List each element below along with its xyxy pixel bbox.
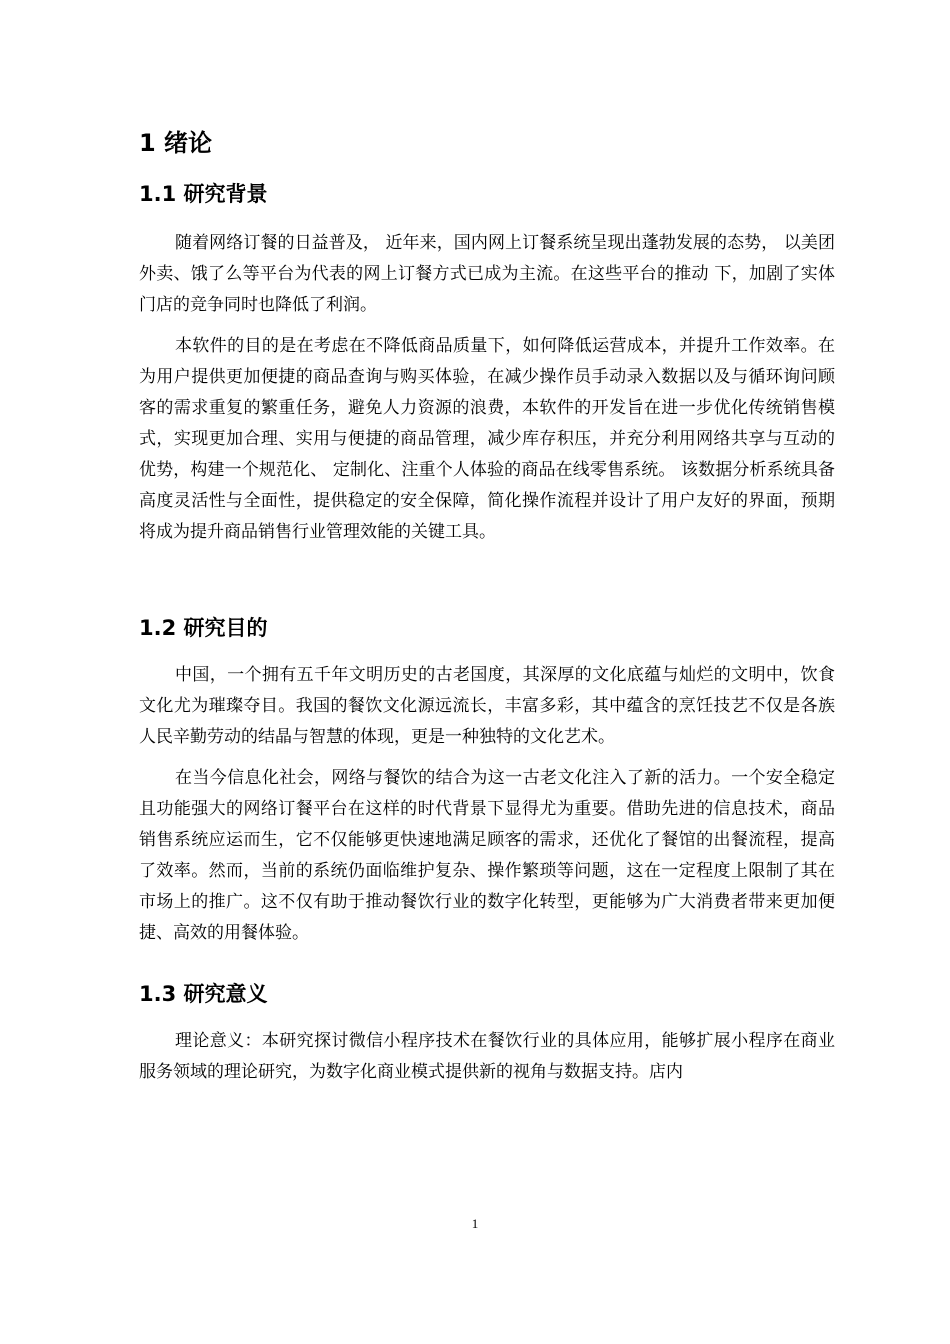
paragraph-purpose-2: 在当今信息化社会，网络与餐饮的结合为这一古老文化注入了新的活力。一个安全稳定且功能强大的网络订餐平台在这样的时代背景下显得尤为重要。借助先进的信息技术，商品销售系统应运而生，它不仅能够更快速地满足顾客的需求，还优化了餐馆的出餐流程，提高了效率。然而，当前的系统仍面临维护复杂、操作繁琐等问题，这在一定程度上限制了其在市场上的推广。这不仅有助于推动餐饮行业的数字化转型，更能够为广大消费者带来更加便捷、高效的用餐体验。: [139, 768, 835, 943]
paragraph-significance-1: 理论意义：本研究探讨微信小程序技术在餐饮行业的具体应用，能够扩展小程序在商业服务领域的理论研究，为数字化商业模式提供新的视角与数据支持。店内: [139, 1031, 835, 1082]
page-number: 1: [471, 1216, 479, 1231]
chapter-title: 1 绪论: [139, 129, 213, 157]
section-heading-significance: 1.3 研究意义: [139, 982, 268, 1006]
paragraph-purpose-1: 中国，一个拥有五千年文明历史的古老国度，其深厚的文化底蕴与灿烂的文明中，饮食文化尤为璀璨夺目。我国的餐饮文化源远流长，丰富多彩，其中蕴含的烹饪技艺不仅是各族人民辛勤劳动的结晶与智慧的体现，更是一种独特的文化艺术。: [139, 665, 835, 747]
section-heading-purpose: 1.2 研究目的: [139, 616, 268, 640]
section-heading-background: 1.1 研究背景: [139, 182, 268, 206]
paragraph-background-1: 随着网络订餐的日益普及， 近年来，国内网上订餐系统呈现出蓬勃发展的态势， 以美团外卖、饿了么等平台为代表的网上订餐方式已成为主流。在这些平台的推动 下，加剧了实体门店的竞争同时也降低了利润。: [139, 233, 835, 315]
paragraph-background-2: 本软件的目的是在考虑在不降低商品质量下，如何降低运营成本，并提升工作效率。在为用户提供更加便捷的商品查询与购买体验，在减少操作员手动录入数据以及与循环询问顾客的需求重复的繁重任务，避免人力资源的浪费，本软件的开发旨在进一步优化传统销售模式，实现更加合理、实用与便捷的商品管理，减少库存积压，并充分利用网络共享与互动的优势，构建一个规范化、 定制化、注重个人体验的商品在线零售系统。 该数据分析系统具备高度灵活性与全面性，提供稳定的安全保障，简化操作流程并设计了用户友好的界面，预期将成为提升商品销售行业管理效能的关键工具。: [139, 336, 835, 542]
